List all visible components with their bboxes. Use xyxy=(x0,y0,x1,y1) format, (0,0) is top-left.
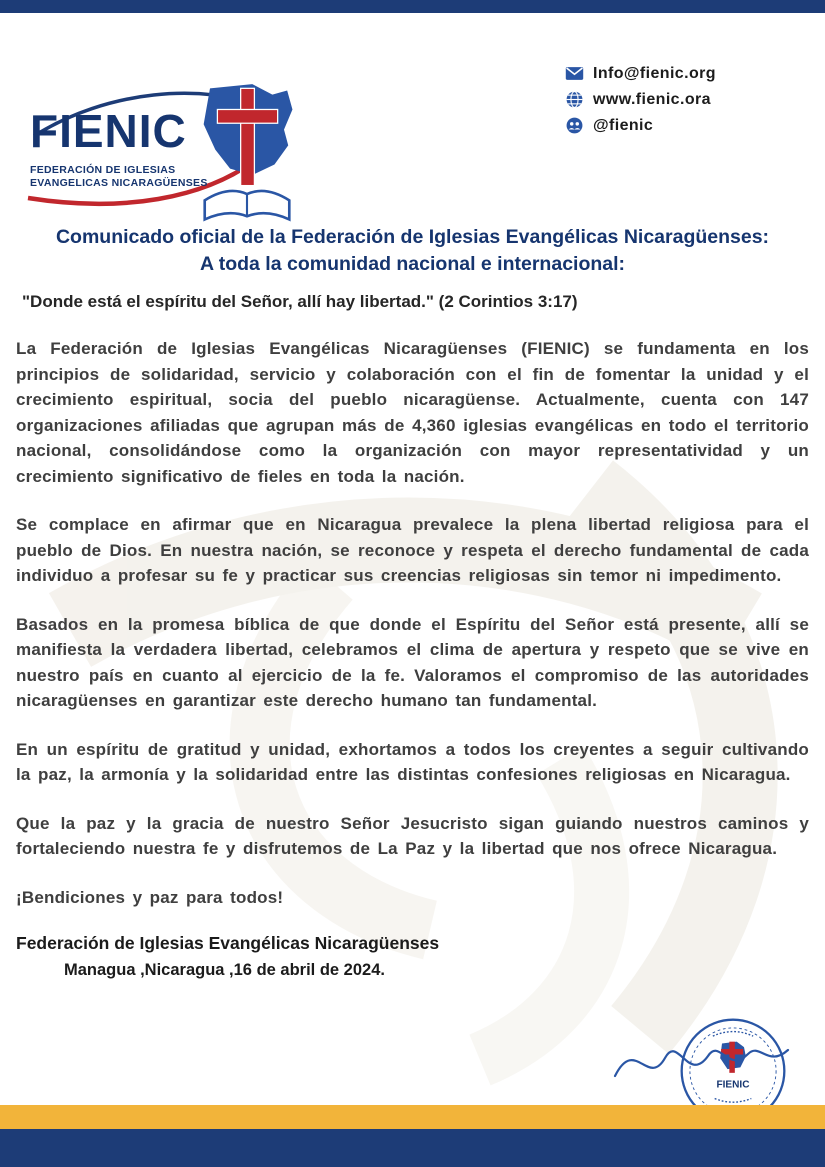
title-line-2: A toda la comunidad nacional e internacional: xyxy=(199,253,626,275)
contact-website[interactable] xyxy=(565,90,716,109)
nicaragua-map-cross-icon xyxy=(188,82,306,230)
contact-email[interactable] xyxy=(565,64,716,83)
document-title xyxy=(0,224,825,278)
contact-website-text: www.fienic.ora xyxy=(593,90,711,108)
people-icon xyxy=(565,116,584,135)
handwritten-signature xyxy=(610,1026,795,1096)
logo-subtitle-line1: FEDERACIÓN DE IGLESIAS xyxy=(30,164,176,176)
paragraph-4: En un espíritu de gratitud y unidad, exhortamos a todos los creyentes a seguir cultivando la paz, la armonía y la solidaridad entre las distintas confesiones religiosas en Nicaragua. xyxy=(16,739,809,784)
email-icon xyxy=(565,64,584,83)
svg-text:FIENIC: FIENIC xyxy=(716,1079,750,1091)
paragraph-2: Se complace en afirmar que en Nicaragua prevalece la plena libertad religiosa para el pueblo de Dios. En nuestra nación, se reconoce y respeta el derecho fundamental de cada individuo a profesar su fe y practicar sus creencias religiosas sin temor ni impedimento. xyxy=(16,515,809,585)
top-border-bar xyxy=(0,0,825,13)
signature-place-date: Managua ,Nicaragua ,16 de abril de 2024. xyxy=(64,961,385,979)
logo-subtitle-line2: EVANGELICAS NICARAGÜENSES xyxy=(30,177,208,189)
globe-icon xyxy=(565,90,584,109)
paragraph-1: La Federación de Iglesias Evangélicas Nicaragüenses (FIENIC) se fundamenta en los principios de solidaridad, servicio y colaboración con el fin de fomentar la unidad y el crecimiento espiritual, socia del pueblo nicaragüense. Actualmente, cuenta con 147 organizaciones afiliadas que agrupan más de 4,360 iglesias evangélicas en todo el territorio nacional, consolidándose como la organización con mayor representatividad y un crecimiento significativo de fieles en toda la nación. xyxy=(16,339,809,486)
scripture-quote: "Donde está el espíritu del Señor, allí hay libertad." (2 Corintios 3:17) xyxy=(22,292,578,311)
closing-blessing: ¡Bendiciones y paz para todos! xyxy=(16,887,284,907)
bottom-blue-bar xyxy=(0,1129,825,1167)
contact-email-text: Info@fienic.org xyxy=(593,64,716,82)
paragraph-3: Basados en la promesa bíblica de que donde el Espíritu del Señor está presente, allí se manifiesta la verdadera libertad, celebramos el clima de apertura y respeto que se vive en nuestro país en cuanto al ejercicio de la fe. Valoramos el compromiso de las autoridades nicaragüenses en garantizar este derecho humano tan fundamental. xyxy=(16,614,809,710)
title-line-1: Comunicado oficial de la Federación de Iglesias Evangélicas Nicaragüenses: xyxy=(55,226,770,248)
paragraph-5: Que la paz y la gracia de nuestro Señor Jesucristo sigan guiando nuestros caminos y fortaleciendo nuestra fe y disfrutemos de La Paz y la libertad que nos ofrece Nicaragua. xyxy=(16,813,809,858)
document-body xyxy=(16,336,809,980)
contact-info-block xyxy=(565,64,716,142)
signature-organization: Federación de Iglesias Evangélicas Nicaragüenses xyxy=(16,933,440,953)
logo-wordmark: FIENIC xyxy=(30,105,187,157)
contact-social[interactable] xyxy=(565,116,716,135)
bottom-yellow-bar xyxy=(0,1105,825,1129)
fienic-logo xyxy=(30,90,320,225)
contact-social-text: @fienic xyxy=(593,116,654,134)
